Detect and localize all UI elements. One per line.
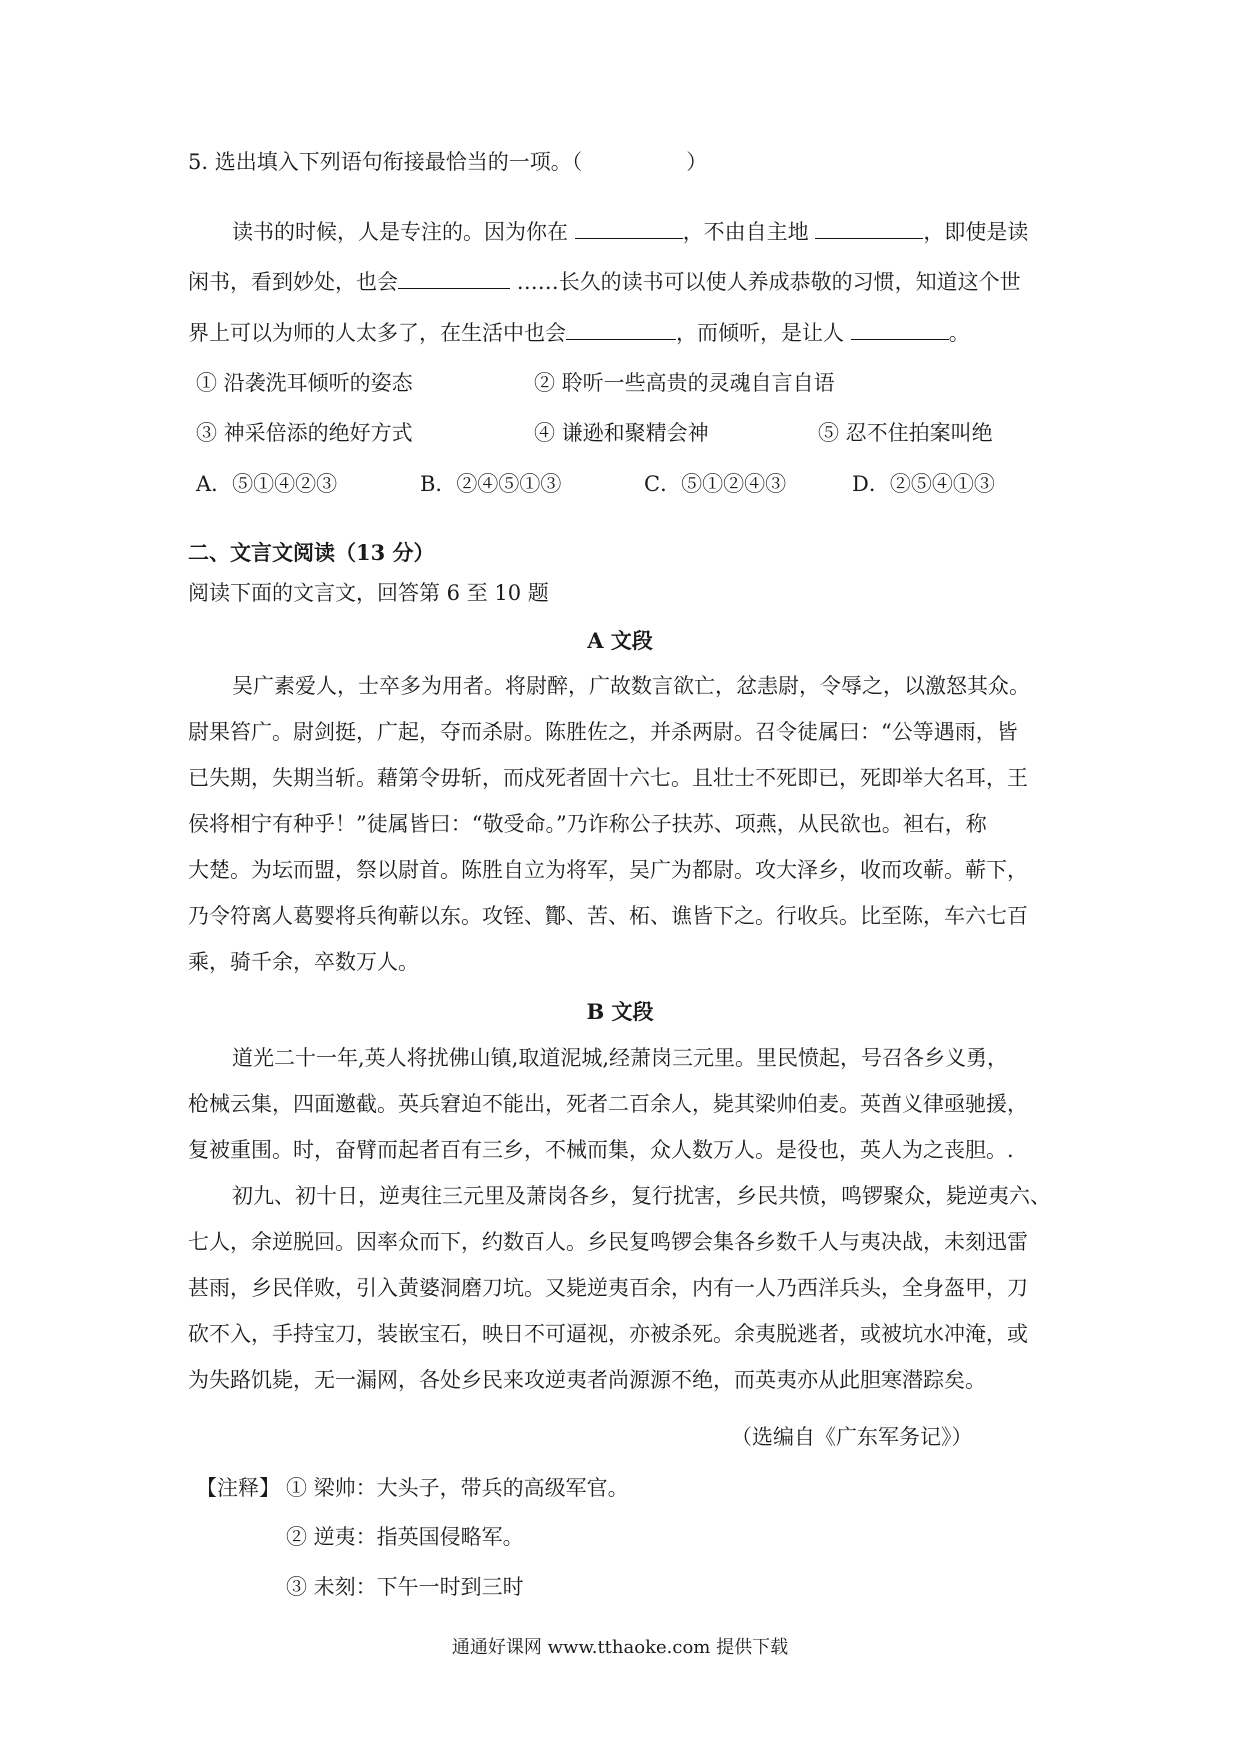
passage-a-line: 乘，骑千余，卒数万人。 [188, 950, 419, 974]
q5-answer-c: C．⑤①②④③ [644, 472, 787, 496]
q5-paragraph-line-2: 闲书，看到妙处，也会 ……长久的读书可以使人养成恭敬的习惯，知道这个世 [188, 270, 1021, 294]
page-footer: 通通好课网 www.tthaoke.com 提供下载 [451, 1637, 789, 1658]
fill-blank-2 [815, 220, 923, 239]
passage-b-title: B 文段 [586, 999, 654, 1024]
q5-answer-b: B．②④⑤①③ [420, 472, 562, 496]
passage-b-source: （选编自《广东军务记》） [731, 1425, 973, 1449]
note-item: ② 逆夷：指英国侵略军。 [286, 1525, 524, 1549]
q5-option-3: ③ 神采倍添的绝好方式 [196, 421, 413, 445]
passage-a-line: 侯将相宁有种乎！”徒属皆曰：“敬受命。”乃诈称公子扶苏、项燕，从民欲也。袒右，称 [188, 812, 987, 836]
passage-a-line: 吴广素爱人，士卒多为用者。将尉醉，广故数言欲亡，忿恚尉，令辱之，以激怒其众。 [232, 674, 1030, 698]
notes-label: 【注释】 [196, 1476, 280, 1500]
q5-option-2: ② 聆听一些高贵的灵魂自言自语 [534, 371, 835, 395]
section-heading: 二、文言文阅读（13 分） [188, 540, 435, 565]
passage-b-line: 复被重围。时，奋臂而起者百有三乡，不械而集，众人数万人。是役也，英人为之丧胆。. [188, 1138, 1014, 1162]
passage-b-line: 为失路饥毙，无一漏网，各处乡民来攻逆夷者尚源源不绝，而英夷亦从此胆寒潜踪矣。 [188, 1368, 986, 1392]
fill-blank-3 [398, 270, 510, 289]
passage-b-line: 七人，余逆脱回。因率众而下，约数百人。乡民复鸣锣会集各乡数千人与夷决战，未刻迅雷 [188, 1230, 1028, 1254]
passage-a-line: 大楚。为坛而盟，祭以尉首。陈胜自立为将军，吴广为都尉。攻大泽乡，收而攻蕲。蕲下， [188, 858, 1028, 882]
passage-b-line: 初九、初十日，逆夷往三元里及萧岗各乡，复行扰害，乡民共愤，鸣锣聚众，毙逆夷六、 [232, 1184, 1051, 1208]
section-instruction: 阅读下面的文言文，回答第 6 至 10 题 [188, 581, 549, 605]
q5-answer-a: A．⑤①④②③ [196, 472, 338, 496]
passage-b-line: 枪械云集，四面邀截。英兵窘迫不能出，死者二百余人，毙其梁帅伯麦。英酋义律亟驰援， [188, 1092, 1028, 1116]
note-item: ① 梁帅：大头子，带兵的高级军官。 [286, 1476, 629, 1500]
passage-b-line: 甚雨，乡民佯败，引入黄婆洞磨刀坑。又毙逆夷百余，内有一人乃西洋兵头，全身盔甲，刀 [188, 1276, 1028, 1300]
passage-a-line: 乃令符离人葛婴将兵徇蕲以东。攻铚、酇、苦、柘、谯皆下之。行收兵。比至陈，车六七百 [188, 904, 1028, 928]
q5-answer-d: D．②⑤④①③ [852, 472, 995, 496]
fill-blank-5 [851, 321, 949, 340]
passage-a-line: 尉果笞广。尉剑挺，广起，夺而杀尉。陈胜佐之，并杀两尉。召令徒属曰：“公等遇雨，皆 [188, 720, 1018, 744]
q5-option-4: ④ 谦逊和聚精会神 [534, 421, 709, 445]
note-item: ③ 未刻：下午一时到三时 [286, 1575, 524, 1599]
fill-blank-1 [575, 220, 683, 239]
passage-b-line: 砍不入，手持宝刀，装嵌宝石，映日不可逼视，亦被杀死。余夷脱逃者，或被坑水冲淹，或 [188, 1322, 1028, 1346]
passage-a-line: 已失期，失期当斩。藉第令毋斩，而戍死者固十六七。且壮士不死即已，死即举大名耳，王 [188, 766, 1028, 790]
q5-option-5: ⑤ 忍不住拍案叫绝 [818, 421, 993, 445]
passage-a-title: A 文段 [587, 628, 653, 653]
q5-paragraph-line-3: 界上可以为师的人太多了，在生活中也会 ，而倾听，是让人 。 [188, 321, 970, 345]
q5-paragraph-line-1: 读书的时候，人是专注的。因为你在 ，不由自主地 ，即使是读 [232, 220, 1029, 244]
q5-option-1: ① 沿袭洗耳倾听的姿态 [196, 371, 413, 395]
fill-blank-4 [566, 321, 676, 340]
passage-b-line: 道光二十一年,英人将扰佛山镇,取道泥城,经萧岗三元里。里民愤起，号召各乡义勇， [232, 1046, 1009, 1070]
q5-title: 5. 选出填入下列语句衔接最恰当的一项。（ ） [188, 150, 708, 174]
